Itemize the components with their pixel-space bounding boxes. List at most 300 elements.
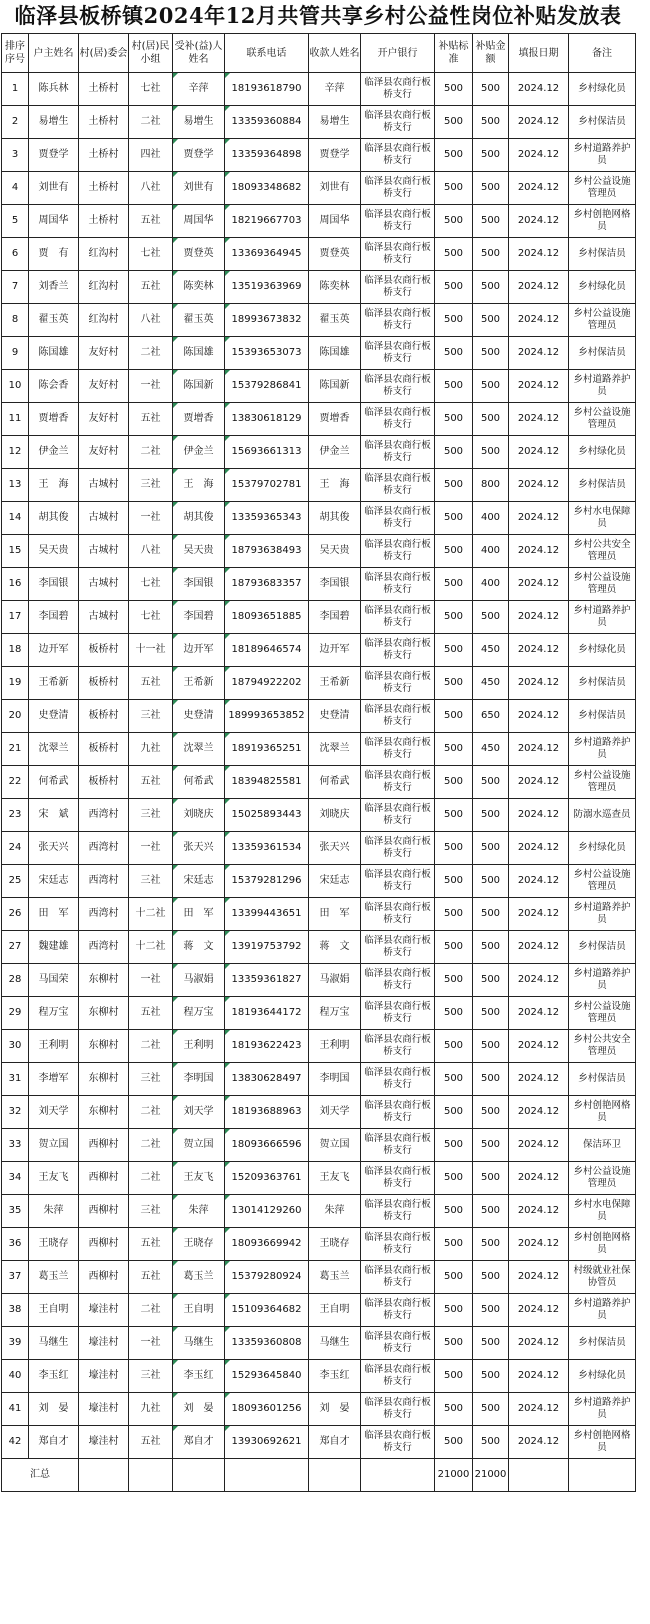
cell-group: 三社 — [129, 469, 173, 502]
cell-remark: 乡村道路养护员 — [569, 370, 636, 403]
cell-date: 2024.12 — [509, 436, 569, 469]
cell-date: 2024.12 — [509, 73, 569, 106]
cell-phone: 18093348682 — [225, 172, 309, 205]
cell-amount: 400 — [473, 502, 509, 535]
cell-household-head: 胡其俊 — [29, 502, 79, 535]
cell-phone: 15293645840 — [225, 1360, 309, 1393]
cell-seq: 25 — [2, 865, 29, 898]
cell-remark: 乡村水电保障员 — [569, 502, 636, 535]
cell-phone: 18993673832 — [225, 304, 309, 337]
cell-standard: 500 — [435, 766, 473, 799]
cell-bank: 临泽县农商行板桥支行 — [361, 1162, 435, 1195]
cell-beneficiary: 朱萍 — [173, 1195, 225, 1228]
cell-standard: 500 — [435, 700, 473, 733]
cell-amount: 500 — [473, 1426, 509, 1459]
cell-phone: 13359360884 — [225, 106, 309, 139]
cell-amount: 500 — [473, 832, 509, 865]
cell-beneficiary: 李玉红 — [173, 1360, 225, 1393]
cell-bank: 临泽县农商行板桥支行 — [361, 865, 435, 898]
cell-date: 2024.12 — [509, 1360, 569, 1393]
cell-seq: 31 — [2, 1063, 29, 1096]
cell-household-head: 贺立国 — [29, 1129, 79, 1162]
cell-group: 九社 — [129, 733, 173, 766]
cell-standard: 500 — [435, 1294, 473, 1327]
cell-standard: 500 — [435, 106, 473, 139]
cell-seq: 26 — [2, 898, 29, 931]
cell-phone: 18193644172 — [225, 997, 309, 1030]
cell-bank: 临泽县农商行板桥支行 — [361, 139, 435, 172]
cell-standard: 500 — [435, 337, 473, 370]
cell-bank: 临泽县农商行板桥支行 — [361, 337, 435, 370]
cell-remark: 防溺水巡查员 — [569, 799, 636, 832]
cell-phone: 18794922202 — [225, 667, 309, 700]
cell-village: 友好村 — [79, 403, 129, 436]
cell-payee: 马淑娟 — [309, 964, 361, 997]
cell-household-head: 翟玉英 — [29, 304, 79, 337]
table-row — [2, 1195, 636, 1228]
cell-payee: 周国华 — [309, 205, 361, 238]
cell-bank: 临泽县农商行板桥支行 — [361, 997, 435, 1030]
cell-village: 友好村 — [79, 337, 129, 370]
cell-date: 2024.12 — [509, 766, 569, 799]
cell-group: 二社 — [129, 1294, 173, 1327]
cell-household-head: 史登清 — [29, 700, 79, 733]
cell-payee: 边开军 — [309, 634, 361, 667]
cell-phone: 18793683357 — [225, 568, 309, 601]
cell-seq: 3 — [2, 139, 29, 172]
cell-group: 二社 — [129, 1096, 173, 1129]
cell-seq: 39 — [2, 1327, 29, 1360]
total-label: 汇总 — [2, 1459, 79, 1492]
cell-group: 二社 — [129, 337, 173, 370]
cell-payee: 李明国 — [309, 1063, 361, 1096]
cell-beneficiary: 伊金兰 — [173, 436, 225, 469]
cell-group: 二社 — [129, 1030, 173, 1063]
cell-amount: 500 — [473, 898, 509, 931]
cell-standard: 500 — [435, 436, 473, 469]
cell-date: 2024.12 — [509, 535, 569, 568]
cell-payee: 刘晓庆 — [309, 799, 361, 832]
table-row — [2, 337, 636, 370]
cell-group: 七社 — [129, 238, 173, 271]
cell-payee: 贾登学 — [309, 139, 361, 172]
cell-seq: 6 — [2, 238, 29, 271]
cell-household-head: 伊金兰 — [29, 436, 79, 469]
table-row — [2, 964, 636, 997]
cell-phone: 15693661313 — [225, 436, 309, 469]
cell-group: 十一社 — [129, 634, 173, 667]
table-row — [2, 667, 636, 700]
cell-seq: 23 — [2, 799, 29, 832]
cell-seq: 19 — [2, 667, 29, 700]
cell-household-head: 刘 晏 — [29, 1393, 79, 1426]
total-empty-cell — [361, 1459, 435, 1492]
cell-seq: 38 — [2, 1294, 29, 1327]
cell-date: 2024.12 — [509, 370, 569, 403]
cell-date: 2024.12 — [509, 1096, 569, 1129]
cell-seq: 20 — [2, 700, 29, 733]
cell-seq: 40 — [2, 1360, 29, 1393]
cell-remark: 乡村道路养护员 — [569, 139, 636, 172]
table-row — [2, 436, 636, 469]
subsidy-table — [1, 33, 636, 1492]
cell-household-head: 宋廷志 — [29, 865, 79, 898]
cell-group: 七社 — [129, 601, 173, 634]
cell-seq: 1 — [2, 73, 29, 106]
cell-phone: 13359364898 — [225, 139, 309, 172]
cell-beneficiary: 王自明 — [173, 1294, 225, 1327]
cell-village: 壕洼村 — [79, 1360, 129, 1393]
cell-remark: 乡村保洁员 — [569, 700, 636, 733]
cell-date: 2024.12 — [509, 733, 569, 766]
cell-household-head: 何希武 — [29, 766, 79, 799]
cell-date: 2024.12 — [509, 502, 569, 535]
cell-payee: 王希新 — [309, 667, 361, 700]
cell-remark: 乡村道路养护员 — [569, 964, 636, 997]
cell-standard: 500 — [435, 667, 473, 700]
cell-seq: 8 — [2, 304, 29, 337]
cell-group: 七社 — [129, 73, 173, 106]
cell-payee: 王晓存 — [309, 1228, 361, 1261]
cell-beneficiary: 程万宝 — [173, 997, 225, 1030]
cell-seq: 17 — [2, 601, 29, 634]
cell-household-head: 马继生 — [29, 1327, 79, 1360]
cell-village: 土桥村 — [79, 139, 129, 172]
cell-beneficiary: 王利明 — [173, 1030, 225, 1063]
table-row — [2, 1360, 636, 1393]
cell-village: 西柳村 — [79, 1129, 129, 1162]
cell-date: 2024.12 — [509, 1162, 569, 1195]
cell-standard: 500 — [435, 1228, 473, 1261]
cell-bank: 临泽县农商行板桥支行 — [361, 1228, 435, 1261]
cell-amount: 500 — [473, 1393, 509, 1426]
cell-remark: 乡村公益设施管理员 — [569, 766, 636, 799]
cell-group: 十二社 — [129, 898, 173, 931]
cell-remark: 乡村公共安全管理员 — [569, 535, 636, 568]
cell-bank: 临泽县农商行板桥支行 — [361, 1360, 435, 1393]
table-row — [2, 1096, 636, 1129]
cell-household-head: 陈国雄 — [29, 337, 79, 370]
cell-payee: 辛萍 — [309, 73, 361, 106]
cell-beneficiary: 刘晓庆 — [173, 799, 225, 832]
cell-beneficiary: 李国银 — [173, 568, 225, 601]
cell-village: 板桥村 — [79, 634, 129, 667]
table-row — [2, 1129, 636, 1162]
cell-date: 2024.12 — [509, 1261, 569, 1294]
cell-payee: 贺立国 — [309, 1129, 361, 1162]
cell-village: 古城村 — [79, 469, 129, 502]
cell-seq: 36 — [2, 1228, 29, 1261]
cell-phone: 13519363969 — [225, 271, 309, 304]
cell-amount: 500 — [473, 997, 509, 1030]
cell-group: 八社 — [129, 304, 173, 337]
cell-date: 2024.12 — [509, 700, 569, 733]
cell-payee: 蒋 文 — [309, 931, 361, 964]
cell-amount: 500 — [473, 865, 509, 898]
cell-standard: 500 — [435, 139, 473, 172]
table-row — [2, 1030, 636, 1063]
cell-village: 板桥村 — [79, 667, 129, 700]
cell-amount: 500 — [473, 931, 509, 964]
cell-payee: 马继生 — [309, 1327, 361, 1360]
cell-remark: 乡村公益设施管理员 — [569, 997, 636, 1030]
cell-remark: 乡村保洁员 — [569, 1063, 636, 1096]
cell-group: 二社 — [129, 1162, 173, 1195]
cell-group: 五社 — [129, 403, 173, 436]
cell-household-head: 刘天学 — [29, 1096, 79, 1129]
cell-group: 一社 — [129, 370, 173, 403]
cell-payee: 程万宝 — [309, 997, 361, 1030]
total-row — [2, 1459, 636, 1492]
cell-date: 2024.12 — [509, 1327, 569, 1360]
cell-village: 西湾村 — [79, 931, 129, 964]
cell-bank: 临泽县农商行板桥支行 — [361, 634, 435, 667]
cell-bank: 临泽县农商行板桥支行 — [361, 601, 435, 634]
cell-phone: 18919365251 — [225, 733, 309, 766]
table-row — [2, 403, 636, 436]
table-row — [2, 502, 636, 535]
table-row — [2, 931, 636, 964]
header-cell-village: 村(居)委会 — [79, 34, 129, 73]
cell-village: 西柳村 — [79, 1228, 129, 1261]
cell-seq: 2 — [2, 106, 29, 139]
cell-bank: 临泽县农商行板桥支行 — [361, 898, 435, 931]
cell-household-head: 陈会香 — [29, 370, 79, 403]
cell-beneficiary: 辛萍 — [173, 73, 225, 106]
cell-village: 壕洼村 — [79, 1393, 129, 1426]
cell-phone: 18193618790 — [225, 73, 309, 106]
cell-remark: 乡村公共安全管理员 — [569, 1030, 636, 1063]
cell-phone: 18093666596 — [225, 1129, 309, 1162]
cell-payee: 宋廷志 — [309, 865, 361, 898]
cell-date: 2024.12 — [509, 1195, 569, 1228]
cell-amount: 500 — [473, 238, 509, 271]
cell-village: 红沟村 — [79, 238, 129, 271]
cell-beneficiary: 马继生 — [173, 1327, 225, 1360]
cell-beneficiary: 陈奕林 — [173, 271, 225, 304]
cell-phone: 15379286841 — [225, 370, 309, 403]
cell-payee: 张天兴 — [309, 832, 361, 865]
cell-phone: 13830628497 — [225, 1063, 309, 1096]
cell-payee: 田 军 — [309, 898, 361, 931]
table-row — [2, 1327, 636, 1360]
cell-household-head: 王 海 — [29, 469, 79, 502]
cell-group: 一社 — [129, 502, 173, 535]
cell-date: 2024.12 — [509, 1030, 569, 1063]
cell-village: 东柳村 — [79, 1096, 129, 1129]
cell-bank: 临泽县农商行板桥支行 — [361, 502, 435, 535]
cell-phone: 189993653852 — [225, 700, 309, 733]
cell-standard: 500 — [435, 172, 473, 205]
table-row — [2, 1261, 636, 1294]
cell-bank: 临泽县农商行板桥支行 — [361, 964, 435, 997]
cell-group: 五社 — [129, 1228, 173, 1261]
cell-household-head: 陈兵林 — [29, 73, 79, 106]
cell-remark: 乡村绿化员 — [569, 832, 636, 865]
table-row — [2, 271, 636, 304]
cell-payee: 王友飞 — [309, 1162, 361, 1195]
cell-group: 三社 — [129, 1195, 173, 1228]
cell-date: 2024.12 — [509, 799, 569, 832]
cell-bank: 临泽县农商行板桥支行 — [361, 1393, 435, 1426]
cell-group: 三社 — [129, 1063, 173, 1096]
header-cell-remark: 备注 — [569, 34, 636, 73]
cell-group: 五社 — [129, 205, 173, 238]
cell-phone: 13359365343 — [225, 502, 309, 535]
cell-seq: 28 — [2, 964, 29, 997]
cell-standard: 500 — [435, 73, 473, 106]
cell-household-head: 周国华 — [29, 205, 79, 238]
cell-group: 一社 — [129, 1327, 173, 1360]
cell-group: 五社 — [129, 1426, 173, 1459]
cell-amount: 500 — [473, 139, 509, 172]
cell-amount: 500 — [473, 1195, 509, 1228]
cell-beneficiary: 张天兴 — [173, 832, 225, 865]
cell-village: 红沟村 — [79, 271, 129, 304]
cell-amount: 500 — [473, 172, 509, 205]
cell-amount: 500 — [473, 1030, 509, 1063]
cell-standard: 500 — [435, 271, 473, 304]
cell-household-head: 吴天贵 — [29, 535, 79, 568]
cell-village: 西湾村 — [79, 865, 129, 898]
cell-seq: 27 — [2, 931, 29, 964]
cell-standard: 500 — [435, 1426, 473, 1459]
table-row — [2, 733, 636, 766]
cell-beneficiary: 李明国 — [173, 1063, 225, 1096]
cell-phone: 15209363761 — [225, 1162, 309, 1195]
cell-date: 2024.12 — [509, 1228, 569, 1261]
cell-phone: 18193688963 — [225, 1096, 309, 1129]
cell-beneficiary: 周国华 — [173, 205, 225, 238]
cell-beneficiary: 贾增香 — [173, 403, 225, 436]
cell-bank: 临泽县农商行板桥支行 — [361, 931, 435, 964]
cell-bank: 临泽县农商行板桥支行 — [361, 469, 435, 502]
table-row — [2, 535, 636, 568]
cell-bank: 临泽县农商行板桥支行 — [361, 1030, 435, 1063]
cell-group: 五社 — [129, 1261, 173, 1294]
cell-group: 三社 — [129, 865, 173, 898]
cell-amount: 650 — [473, 700, 509, 733]
table-row — [2, 370, 636, 403]
cell-standard: 500 — [435, 568, 473, 601]
cell-payee: 吴天贵 — [309, 535, 361, 568]
cell-remark: 乡村公益设施管理员 — [569, 172, 636, 205]
cell-date: 2024.12 — [509, 403, 569, 436]
cell-household-head: 葛玉兰 — [29, 1261, 79, 1294]
cell-bank: 临泽县农商行板桥支行 — [361, 535, 435, 568]
cell-bank: 临泽县农商行板桥支行 — [361, 832, 435, 865]
cell-phone: 13830618129 — [225, 403, 309, 436]
cell-remark: 乡村公益设施管理员 — [569, 304, 636, 337]
cell-standard: 500 — [435, 1195, 473, 1228]
cell-household-head: 刘世有 — [29, 172, 79, 205]
total-empty-cell — [569, 1459, 636, 1492]
cell-date: 2024.12 — [509, 205, 569, 238]
cell-amount: 500 — [473, 1162, 509, 1195]
cell-standard: 500 — [435, 238, 473, 271]
cell-seq: 12 — [2, 436, 29, 469]
cell-group: 三社 — [129, 799, 173, 832]
cell-bank: 临泽县农商行板桥支行 — [361, 1129, 435, 1162]
header-cell-standard: 补贴标准 — [435, 34, 473, 73]
cell-household-head: 魏建雄 — [29, 931, 79, 964]
cell-amount: 500 — [473, 370, 509, 403]
cell-date: 2024.12 — [509, 1426, 569, 1459]
cell-standard: 500 — [435, 304, 473, 337]
cell-seq: 24 — [2, 832, 29, 865]
cell-seq: 34 — [2, 1162, 29, 1195]
cell-bank: 临泽县农商行板桥支行 — [361, 1327, 435, 1360]
header-cell-household-head: 户主姓名 — [29, 34, 79, 73]
cell-seq: 22 — [2, 766, 29, 799]
cell-seq: 4 — [2, 172, 29, 205]
cell-village: 西柳村 — [79, 1261, 129, 1294]
cell-payee: 李国银 — [309, 568, 361, 601]
cell-remark: 乡村道路养护员 — [569, 733, 636, 766]
cell-seq: 13 — [2, 469, 29, 502]
cell-household-head: 张天兴 — [29, 832, 79, 865]
cell-phone: 13014129260 — [225, 1195, 309, 1228]
cell-standard: 500 — [435, 931, 473, 964]
table-row — [2, 997, 636, 1030]
cell-remark: 乡村公益设施管理员 — [569, 1162, 636, 1195]
cell-remark: 乡村保洁员 — [569, 469, 636, 502]
cell-standard: 500 — [435, 865, 473, 898]
cell-standard: 500 — [435, 997, 473, 1030]
cell-bank: 临泽县农商行板桥支行 — [361, 1096, 435, 1129]
cell-phone: 15109364682 — [225, 1294, 309, 1327]
cell-payee: 王利明 — [309, 1030, 361, 1063]
table-row — [2, 1426, 636, 1459]
cell-village: 东柳村 — [79, 1063, 129, 1096]
cell-remark: 乡村绿化员 — [569, 271, 636, 304]
table-row — [2, 106, 636, 139]
cell-phone: 18193622423 — [225, 1030, 309, 1063]
cell-village: 板桥村 — [79, 766, 129, 799]
cell-date: 2024.12 — [509, 667, 569, 700]
cell-beneficiary: 吴天贵 — [173, 535, 225, 568]
cell-household-head: 朱萍 — [29, 1195, 79, 1228]
cell-payee: 史登清 — [309, 700, 361, 733]
cell-bank: 临泽县农商行板桥支行 — [361, 1195, 435, 1228]
cell-amount: 500 — [473, 1129, 509, 1162]
cell-standard: 500 — [435, 469, 473, 502]
cell-group: 二社 — [129, 106, 173, 139]
total-empty-cell — [309, 1459, 361, 1492]
cell-standard: 500 — [435, 1327, 473, 1360]
cell-beneficiary: 陈国新 — [173, 370, 225, 403]
cell-standard: 500 — [435, 1393, 473, 1426]
table-row — [2, 172, 636, 205]
cell-group: 十二社 — [129, 931, 173, 964]
cell-amount: 450 — [473, 634, 509, 667]
cell-date: 2024.12 — [509, 1294, 569, 1327]
cell-date: 2024.12 — [509, 106, 569, 139]
cell-beneficiary: 刘世有 — [173, 172, 225, 205]
total-empty-cell — [509, 1459, 569, 1492]
cell-standard: 500 — [435, 370, 473, 403]
cell-payee: 王 海 — [309, 469, 361, 502]
cell-standard: 500 — [435, 1360, 473, 1393]
table-row — [2, 865, 636, 898]
cell-standard: 500 — [435, 1063, 473, 1096]
cell-bank: 临泽县农商行板桥支行 — [361, 1261, 435, 1294]
cell-household-head: 李玉红 — [29, 1360, 79, 1393]
cell-remark: 乡村保洁员 — [569, 337, 636, 370]
cell-seq: 37 — [2, 1261, 29, 1294]
cell-date: 2024.12 — [509, 931, 569, 964]
cell-phone: 13399443651 — [225, 898, 309, 931]
